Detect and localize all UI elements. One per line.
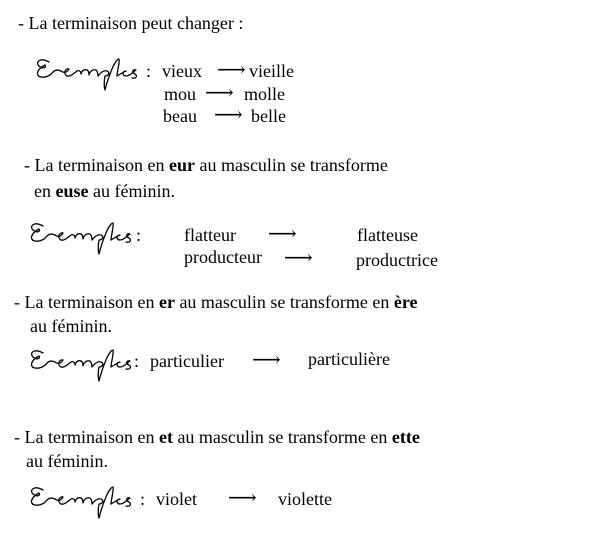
example-fem-4-1: violette xyxy=(278,489,332,509)
exemples-colon-1: : xyxy=(146,61,152,81)
exemples-colon-3: : xyxy=(134,351,140,371)
exemples-label-1 xyxy=(32,52,144,92)
example-masc-2-2: producteur xyxy=(184,247,262,267)
exemples-script-3 xyxy=(26,343,138,383)
exemples-label-3 xyxy=(26,343,138,383)
arrow-icon: ⟶ xyxy=(284,247,313,269)
example-fem-1-3: belle xyxy=(251,106,286,126)
exemples-label-4 xyxy=(26,480,138,520)
exemples-script-2 xyxy=(26,216,138,256)
arrow-icon: ⟶ xyxy=(268,223,297,245)
rule-1-text xyxy=(18,14,243,32)
arrow-icon: ⟶ xyxy=(205,82,234,104)
arrow-icon: ⟶ xyxy=(217,59,246,81)
example-masc-3-1: particulier xyxy=(150,351,224,371)
rule-2-middle: au masculin se transforme xyxy=(194,155,388,175)
example-masc-4-1: violet xyxy=(156,489,197,509)
exemples-script-1 xyxy=(32,52,144,92)
rule-2-masc-ending: eur xyxy=(168,155,195,175)
example-masc-1-3: beau xyxy=(163,106,197,126)
rule-3-middle: au masculin se transforme en xyxy=(174,292,394,312)
example-masc-2-1: flatteur xyxy=(184,225,236,245)
rule-2-suffix: au féminin. xyxy=(88,181,175,201)
example-fem-3-1: particulière xyxy=(308,349,390,369)
rule-2-prefix: - La terminaison en xyxy=(24,155,169,175)
example-masc-1-2: mou xyxy=(164,84,197,104)
rule-4-line2: au féminin. xyxy=(26,451,108,471)
exemples-colon-2: : xyxy=(136,225,142,245)
exemples-label-2 xyxy=(26,216,138,256)
example-fem-1-2: molle xyxy=(244,84,285,104)
rule-2-fem-ending: euse xyxy=(55,181,89,201)
rule-2-line-1 xyxy=(24,156,388,174)
rule-4-prefix: - La terminaison en xyxy=(14,427,159,447)
rule-4-fem-ending: ette xyxy=(391,427,420,447)
example-fem-2-1: flatteuse xyxy=(357,225,418,245)
exemples-script-4 xyxy=(26,480,138,520)
arrow-icon: ⟶ xyxy=(252,349,281,371)
rule-3-line2: au féminin. xyxy=(30,316,112,336)
rule-4-middle: au masculin se transforme en xyxy=(172,427,392,447)
rule-3-masc-ending: er xyxy=(158,292,175,312)
rule-4-line-1 xyxy=(14,428,420,446)
exemples-colon-4: : xyxy=(140,489,146,509)
example-fem-1-1: vieille xyxy=(249,61,294,81)
example-masc-1-1: vieux xyxy=(162,61,202,81)
rule-3-line-1 xyxy=(14,293,418,311)
rule-4-masc-ending: et xyxy=(158,427,173,447)
rule-3-line-2 xyxy=(30,317,112,335)
rule-3-prefix: - La terminaison en xyxy=(14,292,159,312)
rule-2-line-2 xyxy=(34,182,175,200)
arrow-icon: ⟶ xyxy=(228,487,257,509)
example-fem-2-2: productrice xyxy=(356,250,438,270)
rule-3-fem-ending: ère xyxy=(393,292,418,312)
rule-4-line-2 xyxy=(26,452,108,470)
rule-1-prefix: - La terminaison peut changer : xyxy=(18,13,244,33)
arrow-icon: ⟶ xyxy=(214,104,243,126)
rule-2-line2-prefix: en xyxy=(34,181,56,201)
